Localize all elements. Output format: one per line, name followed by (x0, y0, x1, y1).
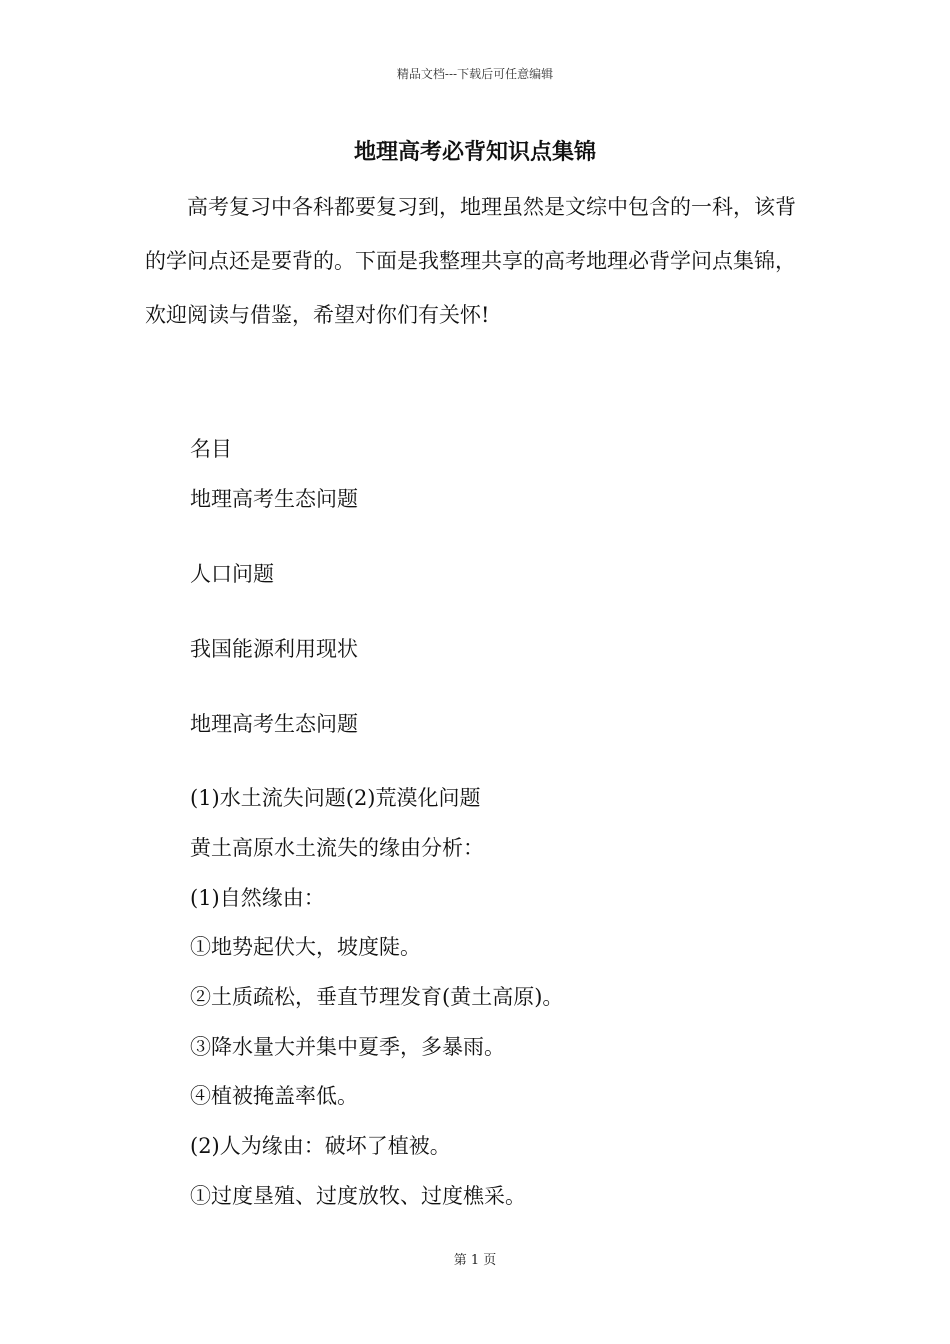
intro-paragraph: 高考复习中各科都要复习到，地理虽然是文综中包含的一科，该背的学问点还是要背的。下面是我整理共享的高考地理必背学问点集锦，欢迎阅读与借鉴，希望对你们有关怀! (145, 195, 796, 327)
body-line: 黄土高原水土流失的缘由分析： (190, 836, 484, 860)
toc-item-energy: 我国能源利用现状 (190, 637, 358, 661)
body-line: ②土质疏松，垂直节理发育(黄土高原)。 (190, 985, 564, 1009)
body-line: ①过度垦殖、过度放牧、过度樵采。 (190, 1184, 526, 1208)
body-line: (2)人为缘由：破坏了植被。 (190, 1134, 451, 1158)
toc-item-ecology: 地理高考生态问题 (190, 487, 358, 511)
body-line: (1)自然缘由： (190, 886, 325, 910)
page-header: 精品文档---下载后可任意编辑 (396, 67, 554, 81)
document-title: 地理高考必背知识点集锦 (353, 139, 596, 165)
section-heading-ecology: 地理高考生态问题 (190, 712, 358, 736)
body-line: ④植被掩盖率低。 (190, 1084, 358, 1108)
toc-heading: 名目 (190, 437, 232, 461)
toc-item-population: 人口问题 (190, 562, 274, 586)
body-line: ①地势起伏大，坡度陡。 (190, 935, 421, 959)
page-number: 第 1 页 (453, 1253, 497, 1268)
body-line: ③降水量大并集中夏季，多暴雨。 (190, 1035, 505, 1059)
body-line: (1)水土流失问题(2)荒漠化问题 (190, 786, 481, 810)
